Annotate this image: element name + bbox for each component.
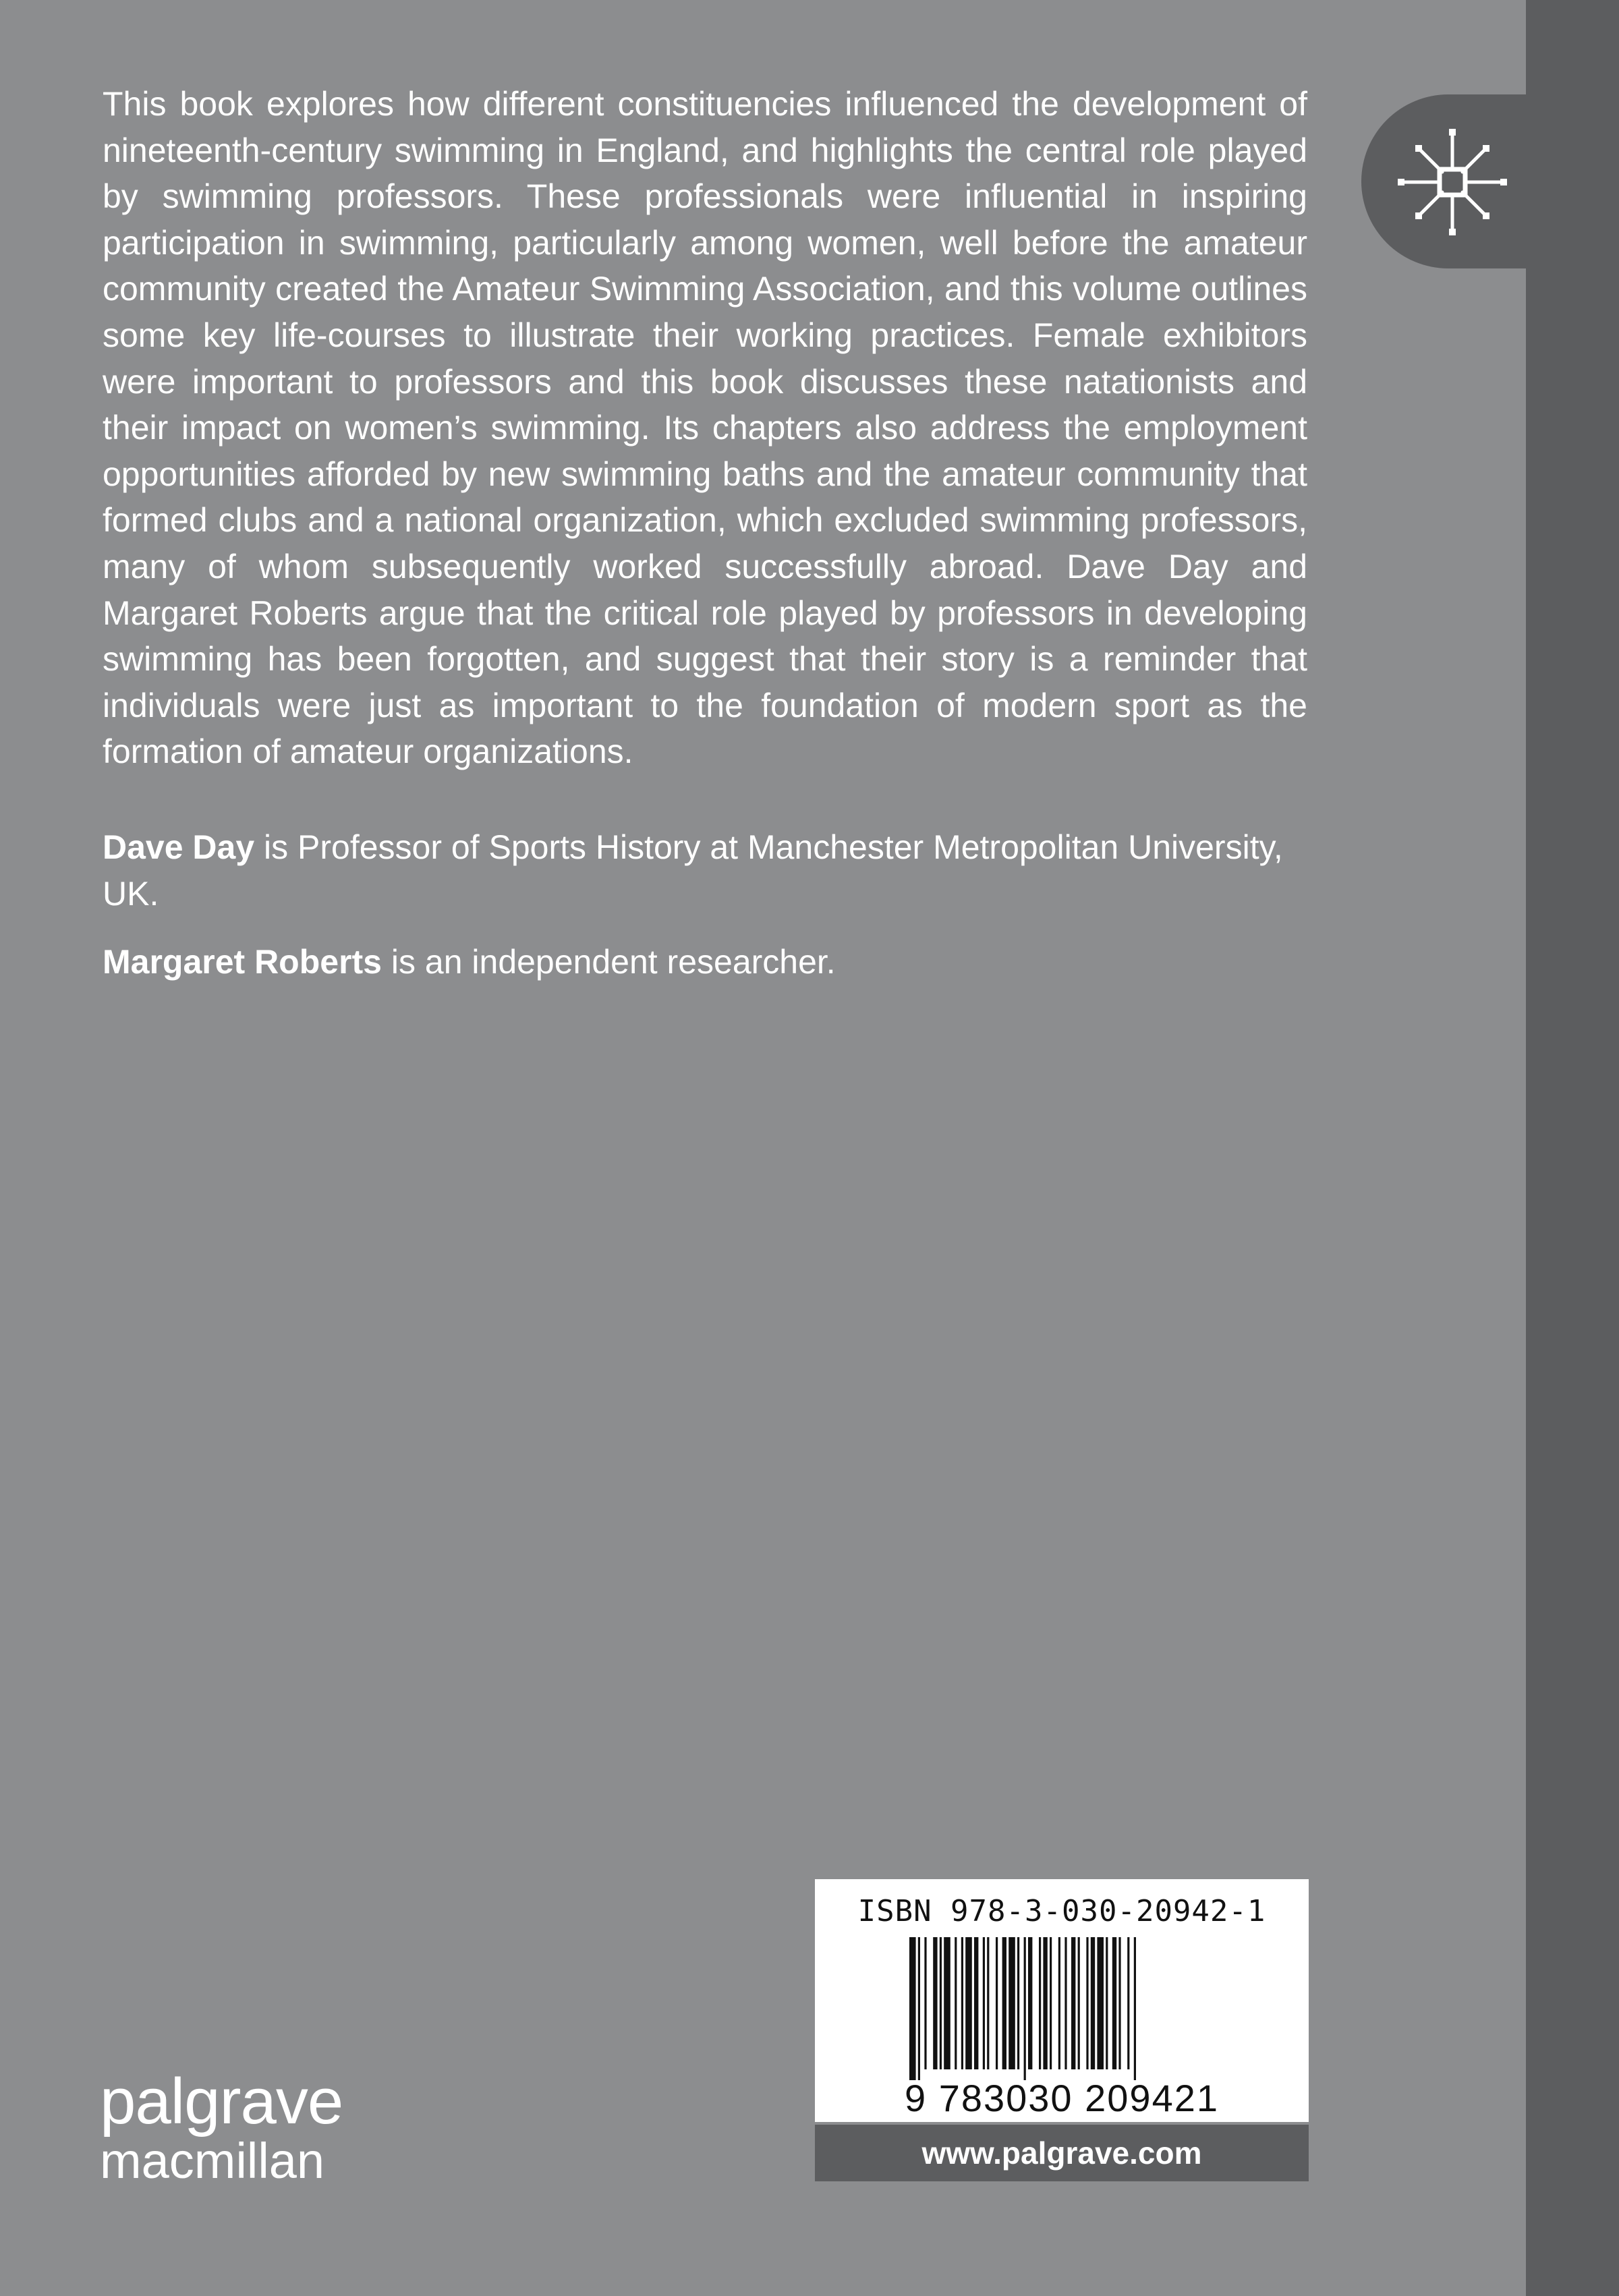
barcode-bar	[1064, 1937, 1067, 2069]
isbn-barcode-box	[815, 1879, 1309, 2122]
barcode-bar	[909, 1937, 916, 2080]
barcode-bar	[1106, 1937, 1108, 2069]
barcode-bar	[955, 1937, 957, 2069]
publisher-website: www.palgrave.com	[815, 2125, 1309, 2181]
barcode-bar	[1050, 1937, 1052, 2069]
author-bio-dave-day	[103, 824, 1307, 917]
barcode-bar	[1039, 1937, 1041, 2069]
barcode-bar	[1078, 1937, 1080, 2069]
author-bio-margaret-roberts	[103, 939, 1307, 985]
author-bio-text: is Professor of Sports History at Manchester Metropolitan University, UK.	[103, 828, 1283, 913]
publisher-logo	[100, 2065, 343, 2189]
barcode-bar	[1028, 1937, 1032, 2069]
barcode-bar	[1024, 1937, 1026, 2080]
barcode-bar	[1002, 1937, 1006, 2069]
author-name: Dave Day	[103, 828, 255, 866]
barcode-bar	[1058, 1937, 1060, 2069]
barcode-image	[909, 1937, 1214, 2080]
publisher-name-line2: macmillan	[100, 2133, 325, 2189]
logo-tab	[1361, 94, 1538, 268]
barcode-bar	[933, 1937, 937, 2069]
barcode-bar	[924, 1937, 926, 2069]
publisher-name-line1: palgrave	[100, 2065, 343, 2137]
barcode-bar	[1127, 1937, 1129, 2069]
barcode-bar	[1134, 1937, 1136, 2080]
barcode-bar	[1112, 1937, 1116, 2069]
barcode-bar	[983, 1937, 985, 2069]
book-spine	[1526, 0, 1619, 2296]
barcode-bar	[1009, 1937, 1015, 2069]
description-text: This book explores how different constituencies influenced the development of nineteenth-century swimming in England, and highlights the central role played by swimming professors. These professionals were influential in inspiring participation in swimming, particularly among women, well before the amateur community created the Amateur Swimming Association, and this volume outlines some key life-courses to illustrate their working practices. Female exhibitors were important to professors and this book discusses these natationists and their impact on women’s swimming. Its chapters also address the employment opportunities afforded by new swimming baths and the amateur community that formed clubs and a national organization, which excluded swimming professors, many of whom subsequently worked successfully abroad. Dave Day and Margaret Roberts argue that the critical role played by professors in developing swimming has been forgotten, and suggest that their story is a reminder that individuals were just as important to the foundation of modern sport as the formation of amateur organizations.	[103, 85, 1307, 771]
palgrave-asterisk-logo-icon	[1388, 118, 1516, 246]
barcode-bar	[940, 1937, 942, 2069]
author-name: Margaret Roberts	[103, 943, 382, 981]
barcode-bar	[918, 1937, 920, 2080]
isbn-label: ISBN 978-3-030-20942-1	[857, 1894, 1266, 1928]
barcode-bar	[987, 1937, 989, 2069]
barcode-bar	[1071, 1937, 1075, 2069]
barcode-digits: 9 783030 209421	[905, 2077, 1219, 2119]
author-bio-text: is an independent researcher.	[382, 943, 836, 981]
barcode-bar	[1097, 1937, 1104, 2069]
barcode-bar	[1091, 1937, 1095, 2069]
barcode-bar	[1043, 1937, 1047, 2069]
barcode-bar	[965, 1937, 972, 2069]
barcode-bar	[996, 1937, 998, 2069]
book-description	[103, 81, 1307, 775]
barcode-bar	[961, 1937, 963, 2069]
barcode-bar	[1086, 1937, 1088, 2069]
barcode-bar	[1118, 1937, 1120, 2069]
barcode-bar	[974, 1937, 978, 2069]
barcode-bar	[944, 1937, 950, 2069]
barcode-bar	[1017, 1937, 1019, 2069]
